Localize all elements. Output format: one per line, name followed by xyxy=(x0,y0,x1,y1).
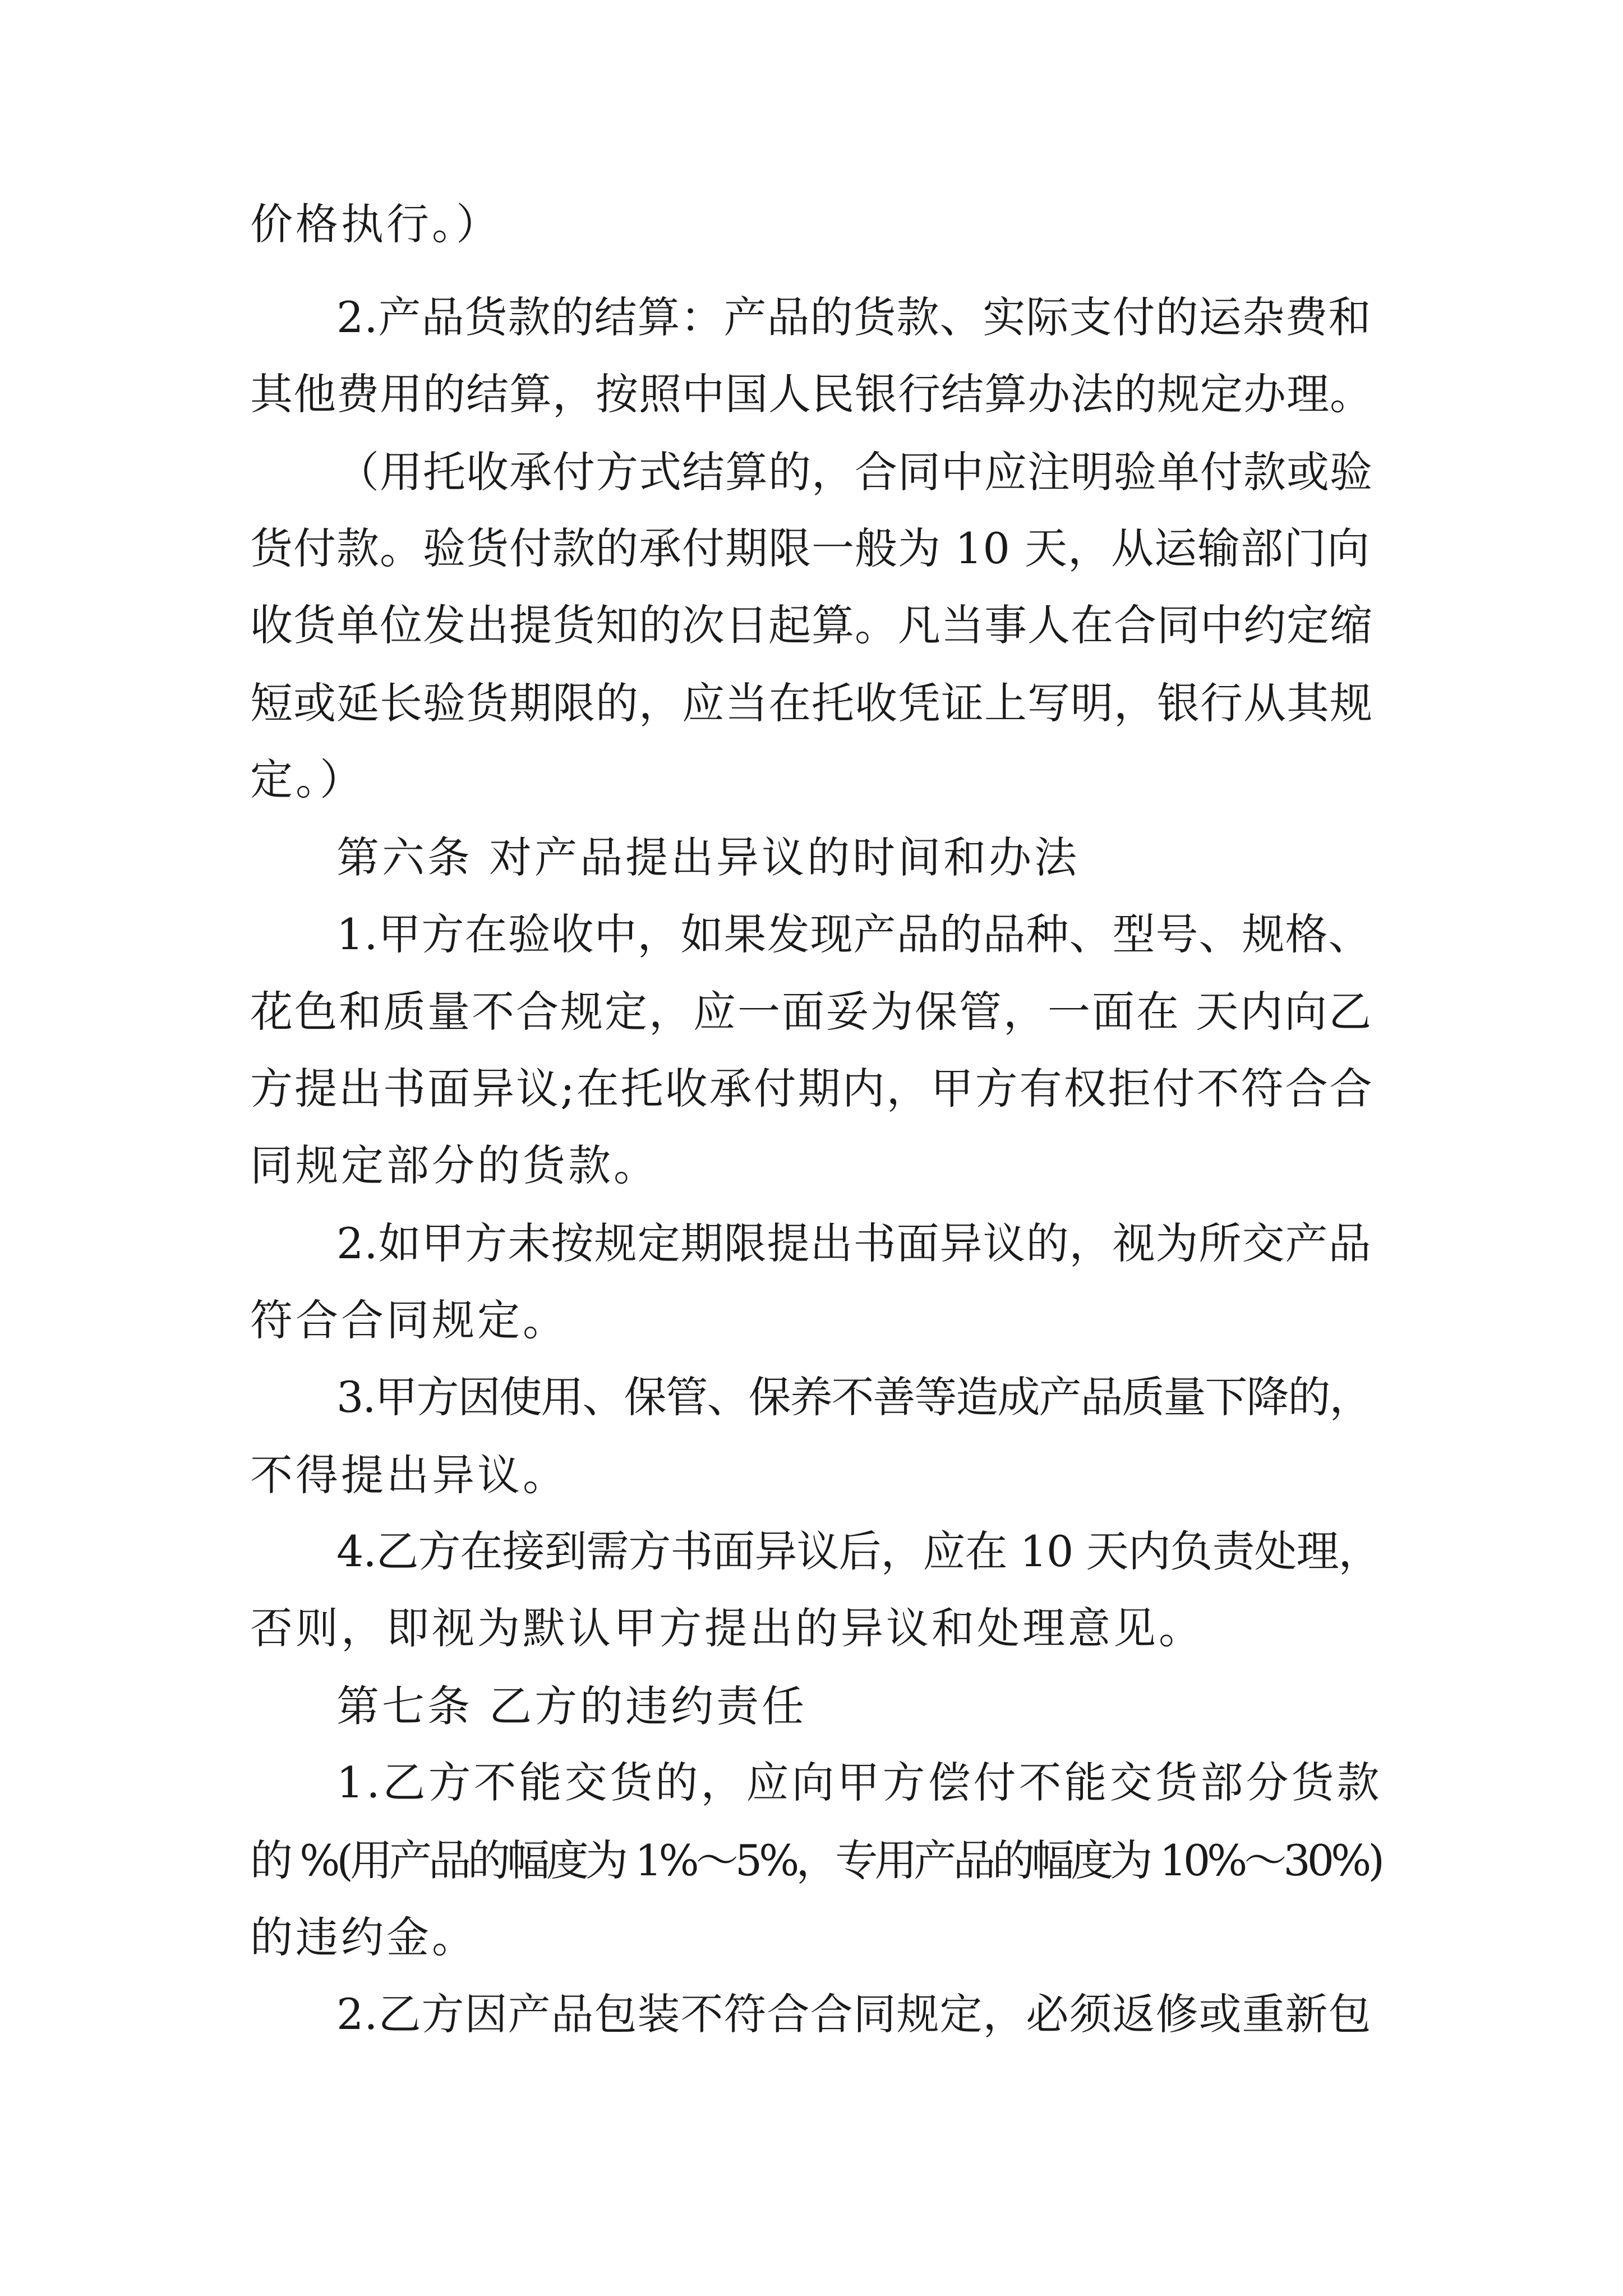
text-line: 的 %(用产品的幅度为 1%～5%，专用产品的幅度为 10%～30%) xyxy=(250,1835,1381,1885)
text-line: 价格执行。） xyxy=(250,199,501,249)
text-line: 其他费用的结算，按照中国人民银行结算办法的规定办理。 xyxy=(250,369,1373,419)
text-line: 1.甲方在验收中，如果发现产品的品种、型号、规格、 xyxy=(336,909,1372,959)
text-line: 符合合同规定。 xyxy=(250,1295,568,1345)
text-line: （用托收承付方式结算的，合同中应注明验单付款或验 xyxy=(336,447,1373,497)
text-line: 短或延长验货期限的，应当在托收凭证上写明，银行从其规 xyxy=(250,678,1373,728)
section-heading: 第六条 对产品提出异议的时间和办法 xyxy=(336,832,1080,882)
text-line: 4.乙方在接到需方书面异议后，应在 10 天内负责处理， xyxy=(336,1526,1381,1576)
text-line: 不得提出异议。 xyxy=(250,1450,568,1500)
text-line: 方提出书面异议;在托收承付期内，甲方有权拒付不符合合 xyxy=(250,1064,1374,1114)
text-line: 的违约金。 xyxy=(250,1912,477,1962)
text-line: 1.乙方不能交货的，应向甲方偿付不能交货部分货款 xyxy=(336,1757,1382,1807)
text-line: 同规定部分的货款。 xyxy=(250,1140,659,1190)
text-line: 3.甲方因使用、保管、保养不善等造成产品质量下降的， xyxy=(336,1372,1371,1422)
text-line: 2.产品货款的结算：产品的货款、实际支付的运杂费和 xyxy=(336,292,1372,342)
text-line: 2.如甲方未按规定期限提出书面异议的，视为所交产品 xyxy=(336,1218,1372,1268)
text-line: 2.乙方因产品包装不符合合同规定，必须返修或重新包 xyxy=(336,1989,1372,2039)
text-line: 货付款。验货付款的承付期限一般为 10 天，从运输部门向 xyxy=(250,523,1371,573)
text-line: 否则，即视为默认甲方提出的异议和处理意见。 xyxy=(250,1603,1204,1653)
section-heading: 第七条 乙方的违约责任 xyxy=(336,1681,808,1731)
text-line: 花色和质量不合规定，应一面妥为保管，一面在 天内向乙 xyxy=(250,987,1373,1037)
text-line: 定。） xyxy=(250,754,365,804)
text-line: 收货单位发出提货知的次日起算。凡当事人在合同中约定缩 xyxy=(250,600,1373,650)
